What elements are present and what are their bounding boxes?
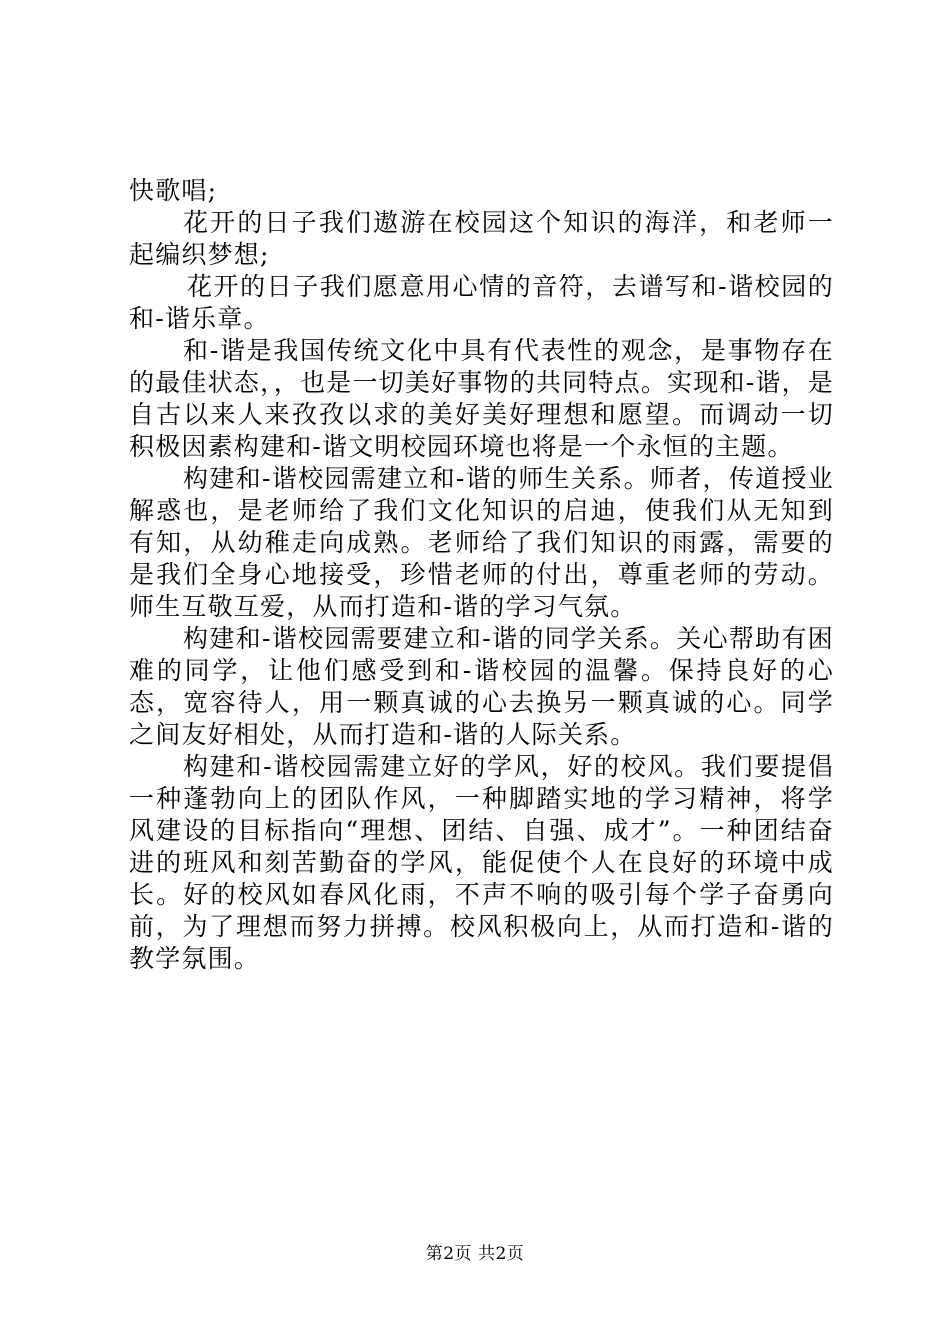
- paragraph-classmates: 构建和-谐校园需要建立和-谐的同学关系。关心帮助有困难的同学，让他们感受到和-谐校园的温馨。保持良好的心态，宽容待人，用一颗真诚的心去换另一颗真诚的心。同学之间友好相处，从而打造和-谐的人际关系。: [129, 624, 834, 749]
- paragraph-flowers-music: 花开的日子我们愿意用心情的音符，去谱写和-谐校园的和-谐乐章。: [129, 272, 834, 333]
- paragraph-continuation: 快歌唱;: [129, 176, 218, 205]
- paragraph-teacher-student: 构建和-谐校园需建立和-谐的师生关系。师者，传道授业解惑也，是老师给了我们文化知识的启迪，使我们从无知到有知，从幼稚走向成熟。老师给了我们知识的雨露，需要的是我们全身心地接受，珍惜老师的付出，尊重老师的劳动。师生互敬互爱，从而打造和-谐的学习气氛。: [129, 464, 834, 621]
- paragraph-school-spirit: 构建和-谐校园需建立好的学风，好的校风。我们要提倡一种蓬勃向上的团队作风，一种脚踏实地的学习精神，将学风建设的目标指向“理想、团结、自强、成才”。一种团结奋进的班风和刻苦勤奋的学风，能促使个人在良好的环境中成长。好的校风如春风化雨，不声不响的吸引每个学子奋勇向前，为了理想而努力拼搏。校风积极向上，从而打造和-谐的教学氛围。: [129, 752, 834, 973]
- paragraph-flowers-knowledge: 花开的日子我们遨游在校园这个知识的海洋，和老师一起编织梦想;: [129, 208, 834, 269]
- page-number-footer: 第2页 共2页: [425, 1244, 525, 1264]
- body-text: [129, 175, 834, 975]
- paragraph-harmony-concept: 和-谐是我国传统文化中具有代表性的观念，是事物存在的最佳状态，，也是一切美好事物的共同特点。实现和-谐，是自古以来人来孜孜以求的美好美好理想和愿望。而调动一切积极因素构建和-谐文明校园环境也将是一个永恒的主题。: [129, 336, 834, 461]
